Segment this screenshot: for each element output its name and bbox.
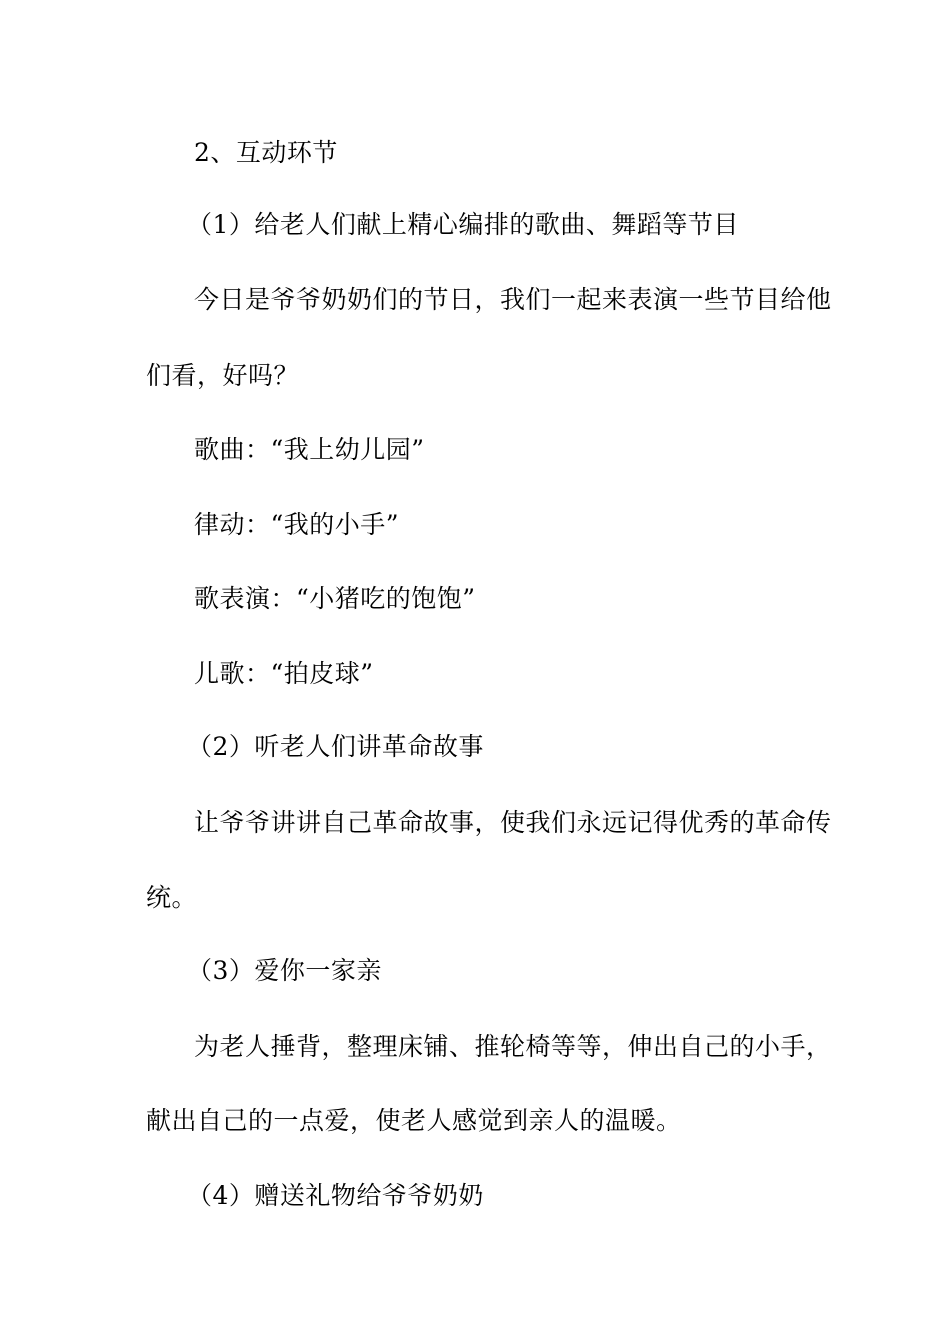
paragraph-line: 们看，好吗？ — [146, 361, 300, 390]
subsection-heading: （2）听老人们讲革命故事 — [187, 732, 484, 761]
subsection-heading: （4）赠送礼物给爷爷奶奶 — [187, 1181, 484, 1210]
subsection-heading: （1）给老人们献上精心编排的歌曲、舞蹈等节目 — [187, 210, 739, 239]
paragraph-line: 让爷爷讲讲自己革命故事，使我们永远记得优秀的革命传 — [194, 808, 832, 837]
paragraph-line: 献出自己的一点爱，使老人感觉到亲人的温暖。 — [146, 1106, 682, 1135]
program-item: 儿歌：“拍皮球” — [194, 659, 374, 688]
paragraph-line: 统。 — [146, 883, 198, 912]
subsection-heading: （3）爱你一家亲 — [187, 956, 382, 985]
paragraph-line: 今日是爷爷奶奶们的节日，我们一起来表演一些节目给他 — [194, 285, 832, 314]
program-item: 律动：“我的小手” — [194, 510, 400, 539]
program-item: 歌曲：“我上幼儿园” — [194, 435, 425, 464]
program-item: 歌表演：“小猪吃的饱饱” — [194, 584, 476, 613]
section-heading: 2、互动环节 — [194, 138, 338, 167]
paragraph-line: 为老人捶背，整理床铺、推轮椅等等，伸出自己的小手， — [194, 1032, 832, 1061]
